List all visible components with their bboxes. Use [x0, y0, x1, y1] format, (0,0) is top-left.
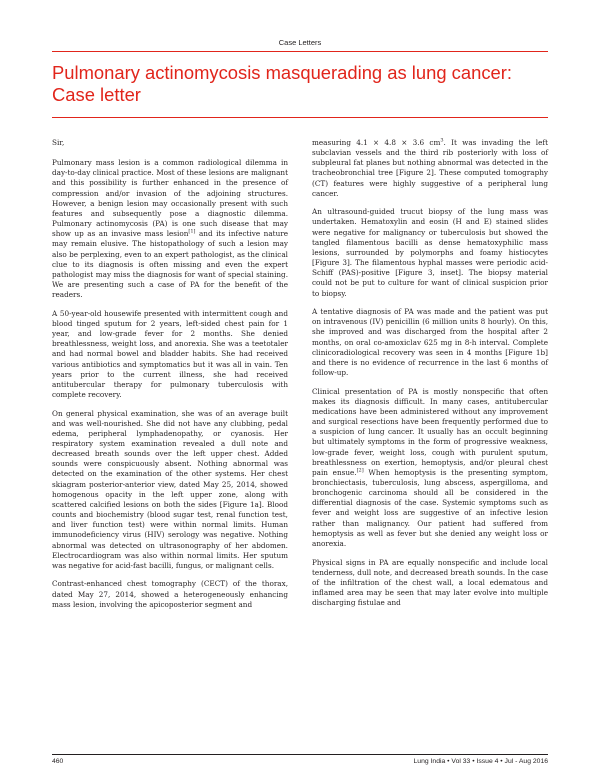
right-column: [312, 138, 548, 617]
title-rule: [52, 117, 548, 118]
left-column: [52, 138, 288, 618]
journal-info: Lung India • Vol 33 • Issue 4 • Jul - Aug 2016: [413, 758, 548, 765]
paragraph-clinical-presentation: Clinical presentation of PA is mostly nonspecific that often makes its diagnosis difficult. In many cases, antitubercular medications have been administered without any improvement and surgical resections have been frequently performed due to a suspicion of lung cancer. It usually has an occult beginning but ultimately symptoms in the form of progressive weakness, low-grade fever, weight loss, cough with purulent sputum, breathlessness on exertion, hemoptysis, and/or pleural chest pain ensue.[2] When hemoptysis is the presenting symptom, bronchiectasis, tuberculosis, lung abscess, aspergilloma, and bronchogenic carcinoma should all be considered in the differential diagnosis of the case. Systemic symptoms such as fever and weight loss are suggestive of an infective lesion rather than malignancy. Our patient had suffered from hemoptysis as well as fever but she denied any weight loss or anorexia.: [312, 386, 548, 548]
citation-2[interactable]: [2]: [356, 467, 364, 474]
header-rule: [52, 51, 548, 52]
article-title: Pulmonary actinomycosis masquerading as lung cancer: Case letter: [52, 62, 512, 105]
paragraph-examination: On general physical examination, she was of an average built and was well-nourished. She did not have any clubbing, pedal edema, peripheral lymphadenopathy, or cyanosis. Her respiratory system examination revealed a dull note and decreased breath sounds over the left upper chest. Added sounds were conspicuously absent. Nothing abnormal was detected on the examination of the other systems. Her chest skiagram posterior-anterior view, dated May 25, 2014, showed homogenous opacity in the left upper zone, along with scattered calcified lesions on both the sides [Figure 1a]. Blood counts and biochemistry (blood sugar test, renal function test, and liver function test) were within normal limits. Human immunodeficiency virus (HIV) serology was negative. Nothing abnormal was detected on ultrasonography of her abdomen. Electrocardiogram was also within normal limits. Her sputum was negative for acid-fast bacilli, fungus, or malignant cells.: [52, 408, 288, 570]
paragraph-measurement: measuring 4.1 × 4.8 × 3.6 $cm^3$. It was invading the left subclavian vessels and the third rib posteriorly with loss of subpleural fat planes but nothing abnormal was detected in the tracheobronchial tree [Figure 2]. These computed tomography (CT) features were highly suggestive of a peripheral lung cancer.: [312, 137, 548, 198]
paragraph-physical-signs: Physical signs in PA are equally nonspecific and include local tenderness, dull note, and decreased breath sounds. In the case of the infiltration of the chest wall, a local edematous and inflamed area may be seen that may later evolve into multiple discharging fistulae and: [312, 557, 548, 608]
citation-1[interactable]: [1]: [188, 228, 196, 235]
salutation: Sir,: [52, 138, 65, 147]
section-label: Case Letters: [278, 38, 322, 47]
paragraph-cect: Contrast-enhanced chest tomography (CECT) of the thorax, dated May 27, 2014, showed a heterogeneously enhancing mass lesion, involving the apicoposterior segment and: [52, 579, 288, 609]
paragraph-case-history: A 50-year-old housewife presented with intermittent cough and blood tinged sputum for 2 years, left-sided chest pain for 1 year, and low-grade fever for 2 months. She denied breathlessness, weight loss, and anorexia. She was a teetotaler and had normal bowel and bladder habits. She had received various antibiotics and symptomatics but it was all in vain. Ten years prior to the current illness, she had received antitubercular therapy for pulmonary tuberculosis with complete recovery.: [52, 308, 288, 399]
page-number: 460: [52, 758, 64, 765]
footer-rule: [52, 754, 548, 755]
paragraph-biopsy: An ultrasound-guided trucut biopsy of the lung mass was undertaken. Hematoxylin and eosin (H and E) stained slides were negative for malignancy or tuberculosis but showed the tangled filamentous bacilli as dense hematoxyphilic mass lesions, surrounded by polymorphs and foamy histiocytes [Figure 3]. The filamentous hyphal masses were periodic acid-Schiff (PAS)-positive [Figure 3, inset]. The biopsy material could not be put to culture for want of clinical suspicion prior to biopsy.: [312, 207, 548, 298]
paragraph-intro: Pulmonary mass lesion is a common radiological dilemma in day-to-day clinical practice. Most of these lesions are malignant and this possibility is further enhanced in the presence of compression and/or invasion of the adjoining structures. However, a benign lesion may occasionally present with such features and subsequently pose a diagnostic dilemma. Pulmonary actinomycosis (PA) is one such disease that may show up as an invasive mass lesion[1] and its infective nature may remain elusive. The histopathology of such a lesion may also be perplexing, even to an expert pathologist, as the clinical clue to its diagnosis is often missing and even the expert pathologist may miss the diagnosis for want of special staining. We are presenting such a case of PA for the benefit of the readers.: [52, 158, 288, 300]
paragraph-treatment: A tentative diagnosis of PA was made and the patient was put on intravenous (IV) penicillin (6 million units 8 hourly). On this, she improved and was discharged from the hospital after 2 months, on oral co-amoxiclav 625 mg in 8-h interval. Complete clinicoradiological recovery was seen in 4 months [Figure 1b] and there is no evidence of recurrence in the last 6 months of follow-up.: [312, 307, 548, 378]
